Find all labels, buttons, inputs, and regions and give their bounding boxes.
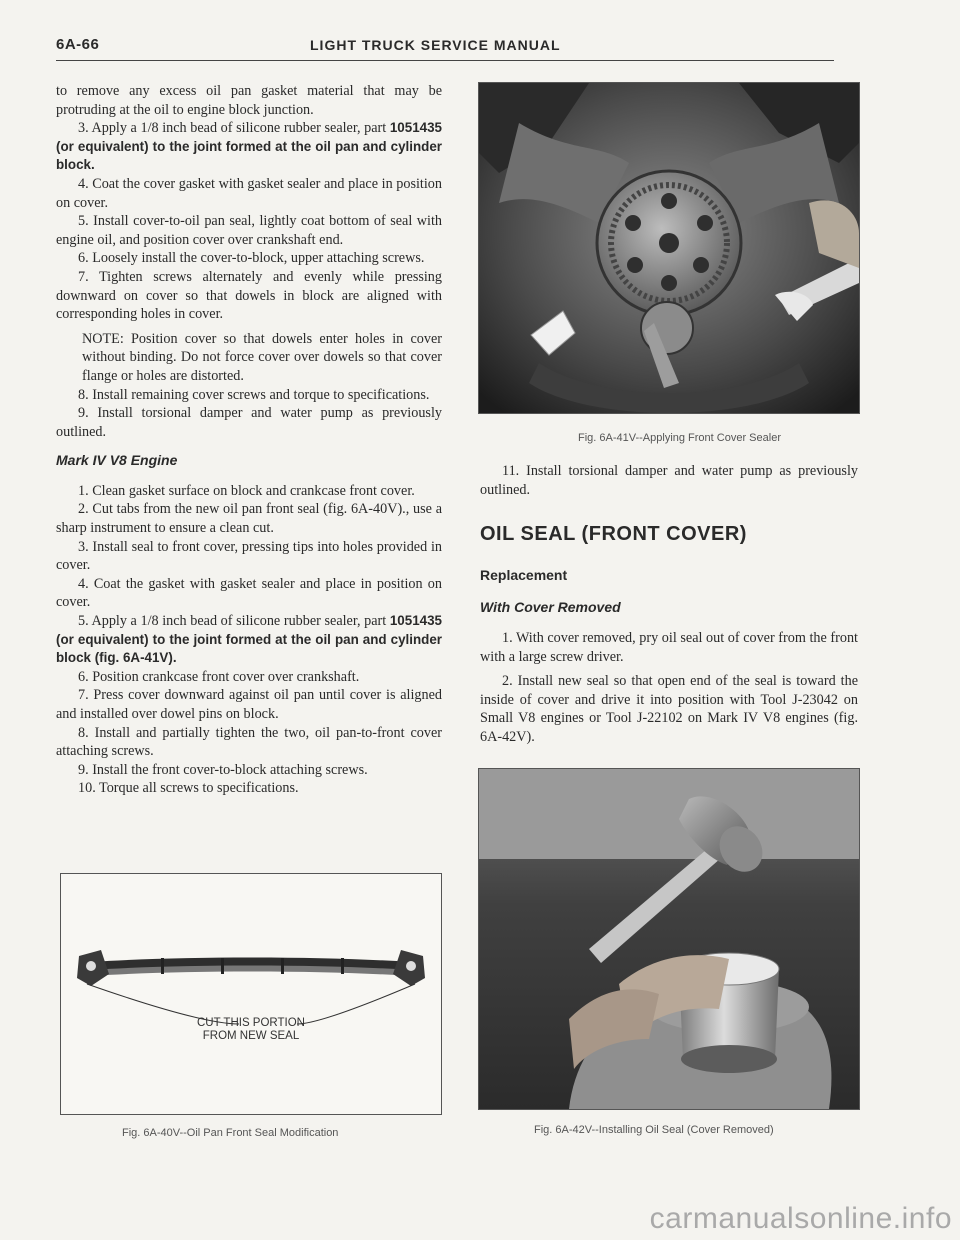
step-4: 4. Coat the cover gasket with gasket sealer and place in position on cover. [56,175,442,211]
step-3: 3. Apply a 1/8 inch bead of silicone rubber sealer, part 1051435 (or equivalent) to the joint formed at the oil pan and cylinder block. [56,120,442,173]
page-number: 6A-66 [56,36,100,53]
subhead-cover-removed: With Cover Removed [480,599,621,616]
mark4-step-8: 8. Install and partially tighten the two, oil pan-to-front cover attaching screws. [56,724,442,760]
watermark: carmanualsonline.info [649,1202,952,1235]
step-11: 11. Install torsional damper and water pump as previously outlined. [480,463,858,498]
mark4-step-1: 1. Clean gasket surface on block and crankcase front cover. [78,482,415,499]
figure-caption-40v: Fig. 6A-40V--Oil Pan Front Seal Modification [122,1127,339,1139]
seal-label: CUT THIS PORTION FROM NEW SEAL [197,1017,305,1042]
mark4-step-9: 9. Install the front cover-to-block attaching screws. [78,761,368,778]
step-5: 5. Install cover-to-oil pan seal, lightly coat bottom of seal with engine oil, and position cover over crankshaft end. [56,213,442,248]
step-9: 9. Install torsional damper and water pump as previously outlined. [56,405,442,440]
replacement-heading: Replacement [480,566,568,583]
replacement-step-2: 2. Install new seal so that open end of the seal is toward the inside of cover and drive it into position with Tool J-23042 on Small V8 engines or Tool J-22102 on Mark IV V8 engines (fig. 6A-42V). [480,673,858,745]
figure-caption-42v: Fig. 6A-42V--Installing Oil Seal (Cover Removed) [534,1124,774,1136]
mark4-step-6: 6. Position crankcase front cover over crankshaft. [78,668,360,685]
intro-paragraph: to remove any excess oil pan gasket material that may be protruding at the oil to engine block junction. [56,83,442,118]
step-6: 6. Loosely install the cover-to-block, upper attaching screws. [78,250,425,267]
replacement-step-1: 1. With cover removed, pry oil seal out of cover from the front with a large screw driver. [480,629,858,665]
mark4-step-2: 2. Cut tabs from the new oil pan front seal (fig. 6A-40V)., use a sharp instrument to ensure a clean cut. [56,501,442,537]
right-column [480,462,858,747]
page-header [56,34,834,61]
mark4-step-5: 5. Apply a 1/8 inch bead of silicone rubber sealer, part 1051435 (or equivalent) to the joint formed at the oil pan and cylinder block (fig. 6A-41V). [56,613,442,666]
mark4-step-7: 7. Press cover downward against oil pan until cover is aligned and installed over dowel pins on block. [56,687,442,722]
mark4-step-10: 10. Torque all screws to specifications. [78,780,299,797]
engine-photo-illustration [479,83,859,413]
mark4-step-4: 4. Coat the gasket with gasket sealer and place in position on cover. [56,575,442,611]
figure-installing-oil-seal [478,768,860,1110]
seal-diagram [61,874,441,1114]
oil-seal-photo-illustration [479,769,859,1109]
note: NOTE: Position cover so that dowels enter holes in cover without binding. Do not force cover over dowels so that cover flange or holes are distorted. [82,330,442,384]
step-8: 8. Install remaining cover screws and torque to specifications. [78,386,430,403]
section-title: OIL SEAL (FRONT COVER) [480,523,747,546]
mark4-step-3: 3. Install seal to front cover, pressing tips into holes provided in cover. [56,538,442,574]
figure-front-cover-sealer [478,82,860,414]
figure-caption-41v: Fig. 6A-41V--Applying Front Cover Sealer [578,432,781,444]
figure-seal-modification [60,873,442,1115]
step-7: 7. Tighten screws alternately and evenly while pressing downward on cover so that dowels in block are aligned with corresponding holes in cover. [56,268,442,323]
manual-title: LIGHT TRUCK SERVICE MANUAL [310,37,561,53]
subhead-mark4: Mark IV V8 Engine [56,452,178,469]
left-column [56,82,442,798]
